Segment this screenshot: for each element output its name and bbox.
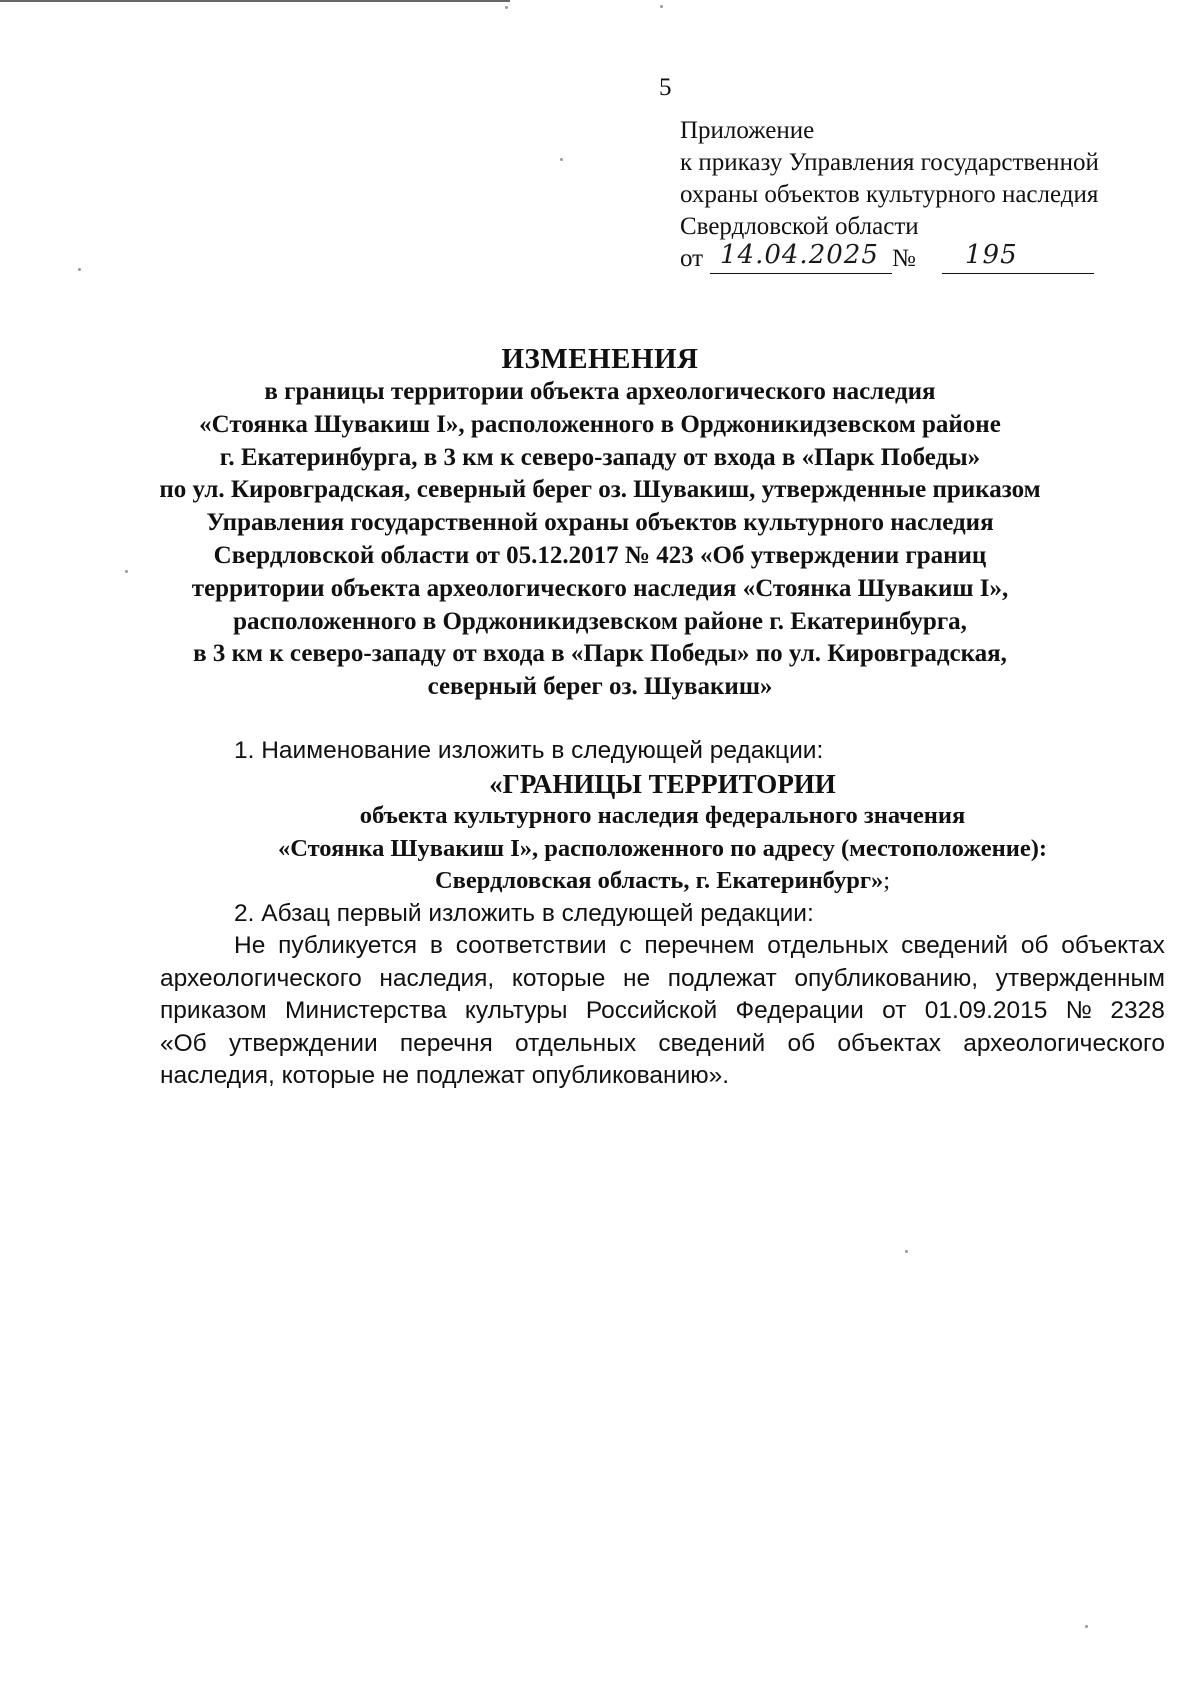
paragraph-word: отдельных <box>515 1029 637 1057</box>
paragraph-word: археологического <box>963 1029 1165 1057</box>
paragraph-word: отдельных <box>767 932 889 959</box>
heading-line: Управления государственной охраны объектов культурного наследия <box>206 509 994 537</box>
item-1-text: 1. Наименование изложить в следующей редакции: <box>234 737 824 764</box>
scan-speck <box>660 5 663 8</box>
paragraph-word: об <box>1020 932 1049 959</box>
paragraph-word: от <box>882 997 907 1024</box>
paragraph-word: перечнем <box>644 932 755 959</box>
new-name-line: объекта культурного наследия федерального значения <box>359 802 966 829</box>
paragraph-word: сведений <box>658 1029 766 1057</box>
paragraph-line-first <box>160 930 1165 963</box>
scan-speck <box>78 268 81 271</box>
heading-line: в 3 км к северо-западу от входа в «Парк Победы» по ул. Кировградская, <box>193 640 1007 668</box>
page-number: 5 <box>659 74 672 101</box>
heading-line: «Стоянка Шувакиш I», расположенного в Орджоникидзевском районе <box>199 410 1001 438</box>
paragraph-word: соответствии <box>455 932 607 959</box>
heading-title: ИЗМЕНЕНИЯ <box>501 343 699 375</box>
from-label: от <box>680 245 704 272</box>
paragraph-word: 2328 <box>1110 997 1165 1024</box>
heading-line: территории объекта археологического наследия «Стоянка Шувакиш I», <box>191 574 1009 602</box>
paragraph-word: опубликованию, <box>794 964 979 992</box>
number-label: № <box>892 245 916 272</box>
paragraph-word: № <box>1065 997 1093 1024</box>
appendix-block <box>680 115 1180 277</box>
document-heading <box>100 342 1100 704</box>
paragraph-line <box>160 995 1165 1028</box>
new-name-semicolon: ; <box>883 867 891 894</box>
document-body <box>160 735 1165 1093</box>
scan-speck <box>505 6 508 9</box>
paragraph-word: с <box>619 932 632 959</box>
paragraph-word: сведений <box>901 932 1009 959</box>
paragraph-line <box>160 963 1165 996</box>
new-name-last-bold: Свердловская область, г. Екатеринбург» <box>434 867 884 894</box>
paragraph-word: в <box>429 932 443 959</box>
paragraph-line <box>160 1028 1165 1061</box>
paragraph-word: не <box>622 964 651 992</box>
paragraph-word: Российской <box>585 997 718 1024</box>
heading-line: Свердловской области от 05.12.2017 № 423 «Об утверждении границ <box>213 541 987 569</box>
number-underline <box>942 273 1094 274</box>
paragraph-word: объектах <box>837 1029 941 1057</box>
paragraph-word: которые <box>511 964 606 992</box>
appendix-line: Приложение <box>680 117 815 144</box>
heading-line: расположенного в Орджоникидзевском районе г. Екатеринбурга, <box>233 607 967 635</box>
scan-speck <box>560 158 563 161</box>
scan-speck <box>1085 1625 1088 1628</box>
paragraph-word: подлежат <box>667 964 777 992</box>
paragraph-word: утвержденным <box>995 964 1165 992</box>
appendix-line: Свердловской области <box>680 213 919 240</box>
paragraph-word: публикуется <box>278 932 418 959</box>
paragraph-word: археологического <box>160 964 362 992</box>
handwritten-date: 14.04.2025 <box>720 240 879 270</box>
new-name-line: «Стоянка Шувакиш I», расположенного по адресу (местоположение): <box>277 834 1048 862</box>
scan-speck <box>905 1250 908 1253</box>
scan-edge-line <box>0 0 510 2</box>
paragraph-word: перечня <box>399 1029 493 1057</box>
paragraph-line <box>234 930 1165 963</box>
heading-line: северный берег оз. Шувакиш» <box>427 673 773 701</box>
appendix-line: охраны объектов культурного наследия <box>680 181 1099 208</box>
appendix-line: к приказу Управления государственной <box>680 149 1099 176</box>
paragraph-word: наследия, <box>379 964 495 992</box>
paragraph-word: «Об <box>160 1029 207 1057</box>
paragraph-last-line: наследия, которые не подлежат опубликованию». <box>160 1062 730 1089</box>
new-name-last-line <box>160 865 1165 898</box>
order-reference <box>680 240 1180 277</box>
paragraph-word: 01.09.2015 <box>924 997 1048 1024</box>
heading-line: г. Екатеринбурга, в 3 км к северо-западу от входа в «Парк Победы» <box>219 443 981 471</box>
new-name-title: «ГРАНИЦЫ ТЕРРИТОРИИ <box>489 768 836 799</box>
date-underline <box>710 273 892 274</box>
paragraph-word: Федерации <box>735 997 864 1024</box>
paragraph-word: Министерства <box>284 997 447 1024</box>
paragraph-word: Не <box>234 932 266 959</box>
paragraph-word: об <box>787 1029 816 1057</box>
item-2-text: 2. Абзац первый изложить в следующей редакции: <box>234 899 814 927</box>
paragraph-word: культуры <box>464 997 568 1024</box>
paragraph-word: утверждении <box>228 1029 378 1057</box>
handwritten-number: 195 <box>965 240 1018 270</box>
heading-line: по ул. Кировградская, северный берег оз. Шувакиш, утвержденные приказом <box>159 476 1041 504</box>
heading-line: в границы территории объекта археологического наследия <box>264 378 936 405</box>
paragraph-word: приказом <box>160 997 267 1024</box>
paragraph-word: объектах <box>1061 932 1165 959</box>
